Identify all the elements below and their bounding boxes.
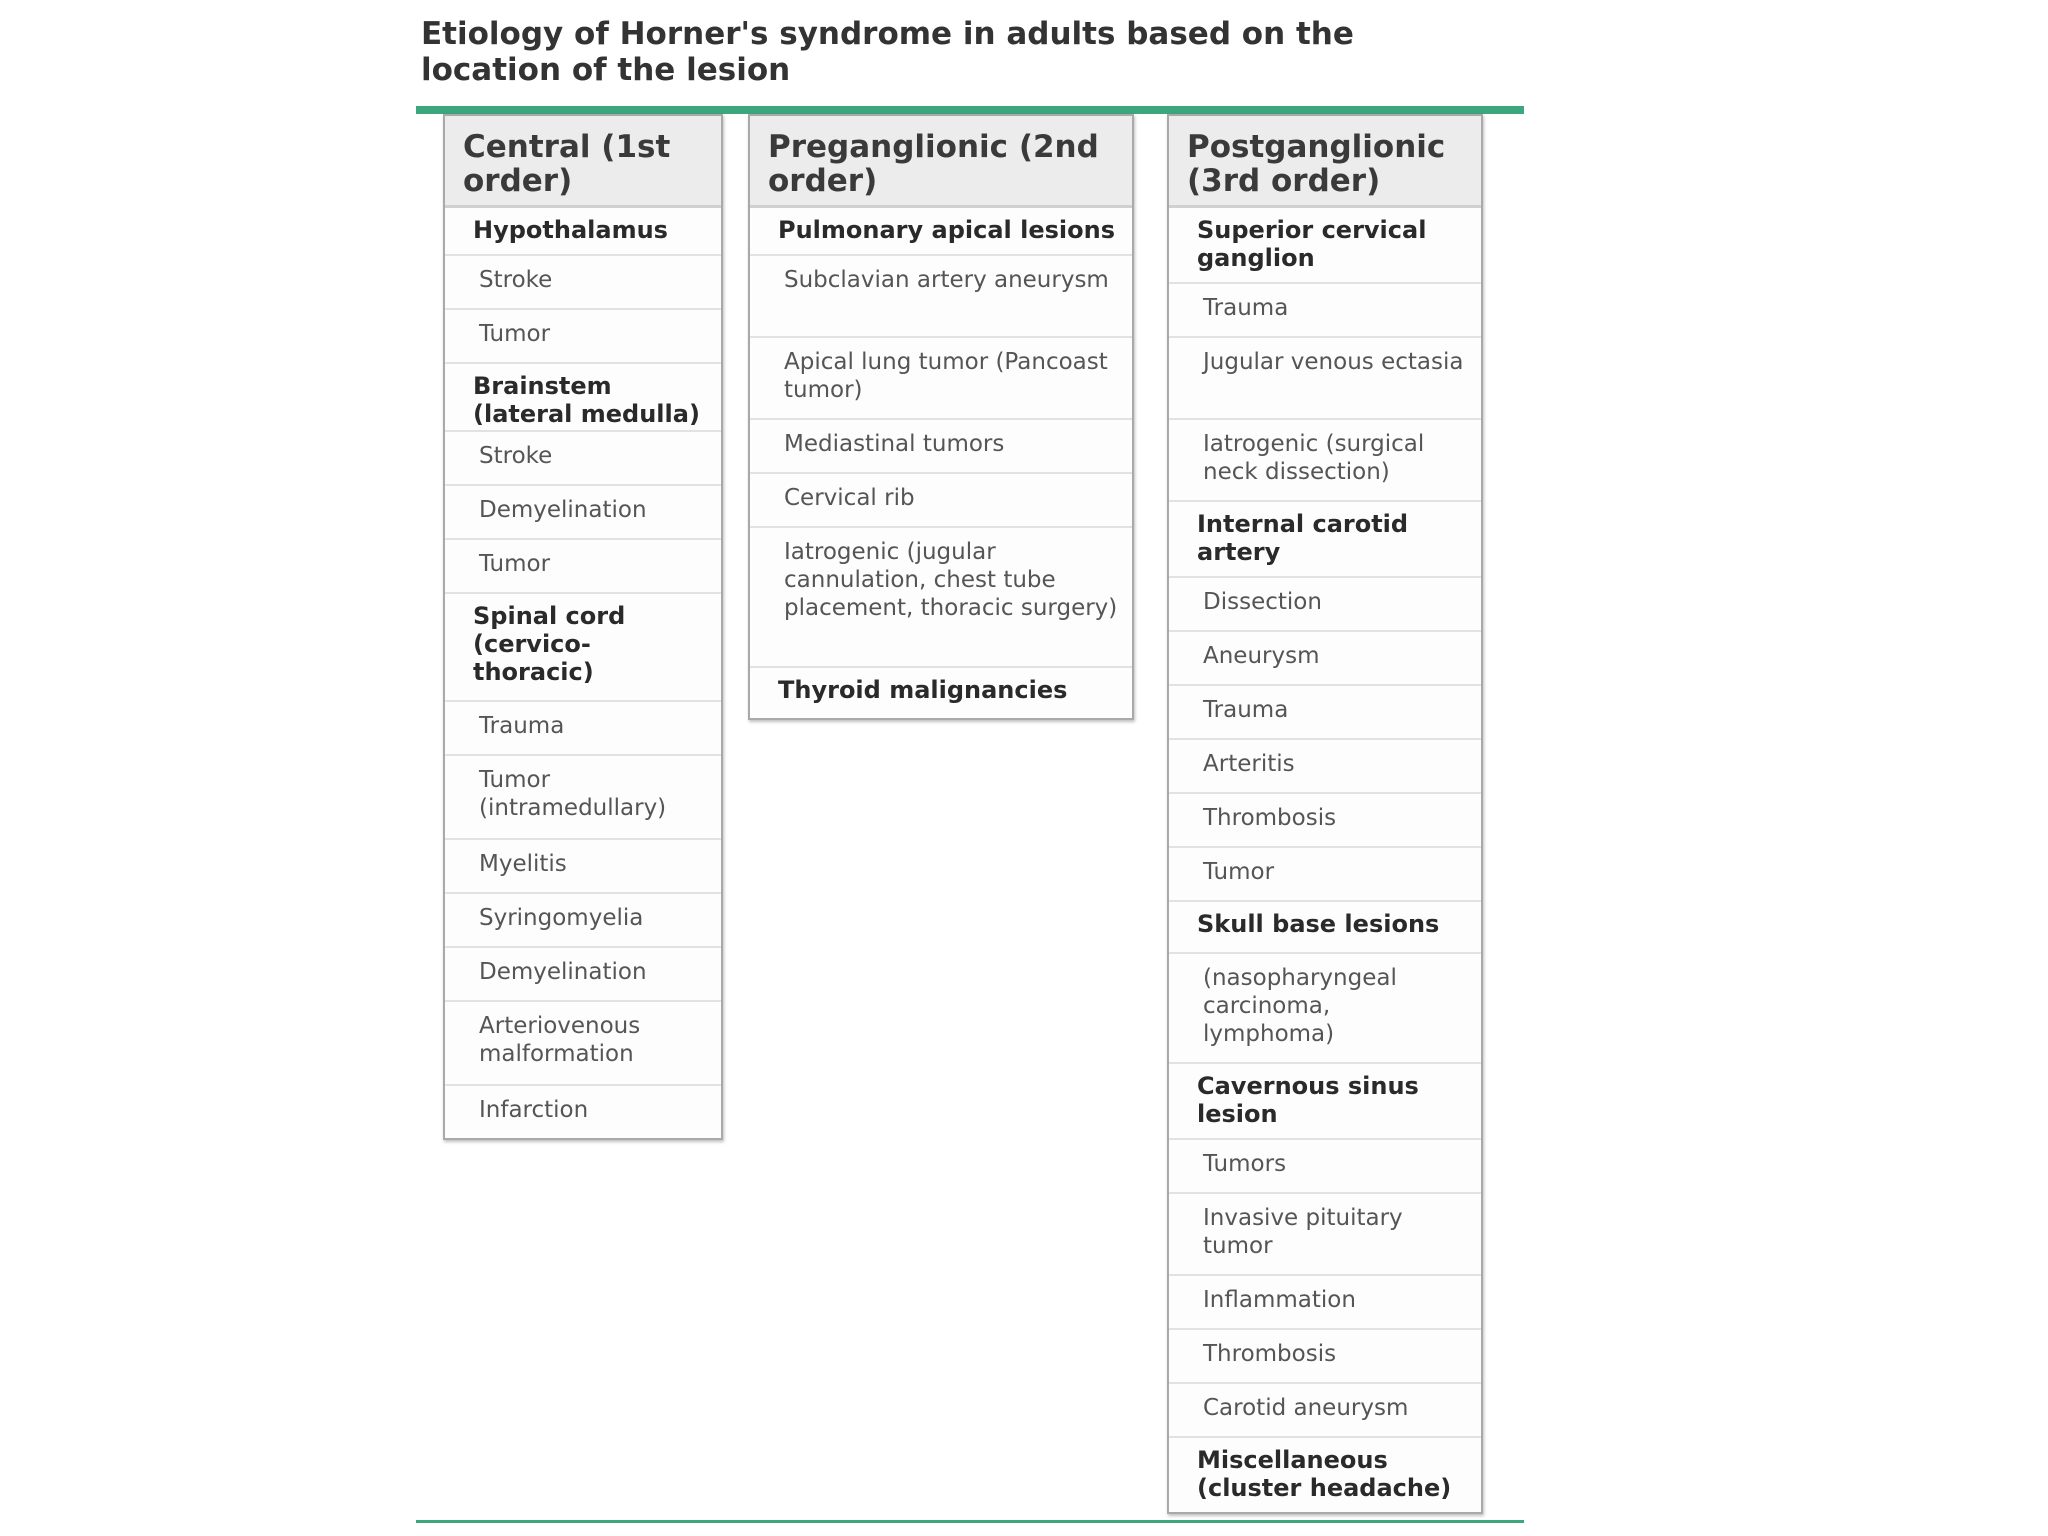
list-item-text: Arteritis — [1203, 751, 1295, 777]
section-heading-text: Superior cervical ganglion — [1197, 216, 1427, 272]
list-item-text: Dissection — [1203, 589, 1322, 615]
section-heading-miscellaneous-cluster-headache — [1169, 1438, 1481, 1512]
section-heading-skull-base-lesions — [1169, 902, 1481, 954]
section-heading-text: Cavernous sinus lesion — [1197, 1072, 1419, 1128]
list-item-trauma — [445, 702, 721, 756]
list-item-text: Invasive pituitary tumor — [1203, 1205, 1403, 1259]
list-item-demyelination — [445, 948, 721, 1002]
list-item-text: Syringomyelia — [479, 905, 644, 931]
list-item-arteriovenous-malformation — [445, 1002, 721, 1086]
section-heading-hypothalamus — [445, 208, 721, 256]
column-header: Postganglionic (3rd order) — [1169, 116, 1481, 208]
section-heading-text: Internal carotid artery — [1197, 510, 1409, 566]
list-item-invasive-pituitary-tumor — [1169, 1194, 1481, 1276]
list-item-thrombosis — [1169, 1330, 1481, 1384]
section-heading-text: Skull base lesions — [1197, 910, 1440, 938]
list-item-syringomyelia — [445, 894, 721, 948]
section-heading-text: Miscellaneous (cluster headache) — [1197, 1446, 1452, 1502]
list-item-trauma — [1169, 284, 1481, 338]
list-item-subclavian-artery-aneurysm — [750, 256, 1132, 338]
list-item-iatrogenic-surgical-neck-dissection — [1169, 420, 1481, 502]
list-item-text: Stroke — [479, 267, 553, 293]
list-item-text: Iatrogenic (jugular cannulation, chest tube placement, thoracic surgery) — [784, 539, 1118, 621]
section-heading-thyroid-malignancies — [750, 668, 1132, 718]
list-item-text: Myelitis — [479, 851, 567, 877]
list-item-text: Stroke — [479, 443, 553, 469]
list-item-text: Arteriovenous malformation — [479, 1013, 641, 1067]
list-item-trauma — [1169, 686, 1481, 740]
list-item-inflammation — [1169, 1276, 1481, 1330]
list-item-text: Jugular venous ectasia — [1203, 349, 1464, 375]
list-item-text: Infarction — [479, 1097, 589, 1123]
section-heading-text: Brainstem (lateral medulla) — [473, 372, 700, 428]
list-item-text: Carotid aneurysm — [1203, 1395, 1409, 1421]
list-item-text: Tumor — [479, 321, 551, 347]
list-item-text: Thrombosis — [1203, 1341, 1337, 1367]
section-heading-text: Thyroid malignancies — [778, 676, 1068, 704]
list-item-text: Inflammation — [1203, 1287, 1356, 1313]
column-header: Preganglionic (2nd order) — [750, 116, 1132, 208]
list-item-text: Aneurysm — [1203, 643, 1320, 669]
list-item-thrombosis — [1169, 794, 1481, 848]
list-item-demyelination — [445, 486, 721, 540]
list-item-text: Mediastinal tumors — [784, 431, 1005, 457]
list-item-tumor — [445, 310, 721, 364]
column-header: Central (1st order) — [445, 116, 721, 208]
list-item-text: Cervical rib — [784, 485, 915, 511]
list-item-apical-lung-tumor-pancoast-tumor — [750, 338, 1132, 420]
section-heading-internal-carotid-artery — [1169, 502, 1481, 578]
list-item-text: (nasopharyngeal carcinoma, lymphoma) — [1203, 965, 1397, 1047]
list-item-mediastinal-tumors — [750, 420, 1132, 474]
list-item-dissection — [1169, 578, 1481, 632]
section-heading-text: Hypothalamus — [473, 216, 668, 244]
list-item-text: Apical lung tumor (Pancoast tumor) — [784, 349, 1108, 403]
list-item-tumors — [1169, 1140, 1481, 1194]
section-heading-spinal-cord-cervico-thoracic — [445, 594, 721, 702]
list-item-text: Demyelination — [479, 959, 647, 985]
section-heading-superior-cervical-ganglion — [1169, 208, 1481, 284]
list-item-stroke — [445, 432, 721, 486]
list-item-text: Iatrogenic (surgical neck dissection) — [1203, 431, 1425, 485]
list-item-text: Trauma — [1203, 295, 1289, 321]
list-item-aneurysm — [1169, 632, 1481, 686]
list-item-text: Trauma — [1203, 697, 1289, 723]
figure-title: Etiology of Horner's syndrome in adults based on the location of the lesion — [421, 16, 1354, 88]
column-postganglionic — [1167, 114, 1483, 1514]
list-item-text: Tumor — [1203, 859, 1275, 885]
list-item-stroke — [445, 256, 721, 310]
list-item-arteritis — [1169, 740, 1481, 794]
list-item-text: Tumor — [479, 551, 551, 577]
section-heading-cavernous-sinus-lesion — [1169, 1064, 1481, 1140]
list-item-cervical-rib — [750, 474, 1132, 528]
list-item-carotid-aneurysm — [1169, 1384, 1481, 1438]
list-item-infarction — [445, 1086, 721, 1138]
list-item-myelitis — [445, 840, 721, 894]
list-item-tumor — [1169, 848, 1481, 902]
list-item-tumor-intramedullary — [445, 756, 721, 840]
section-heading-text: Spinal cord (cervico-thoracic) — [473, 602, 626, 686]
list-item-text: Trauma — [479, 713, 565, 739]
bottom-rule — [416, 1520, 1524, 1523]
column-preganglionic — [748, 114, 1134, 720]
list-item-text: Tumor (intramedullary) — [479, 767, 667, 821]
list-item-iatrogenic-jugular-cannulation-chest-tub — [750, 528, 1132, 668]
list-item-text: Thrombosis — [1203, 805, 1337, 831]
column-central — [443, 114, 723, 1140]
list-item-nasopharyngeal-carcinoma-lymphoma — [1169, 954, 1481, 1064]
section-heading-text: Pulmonary apical lesions — [778, 216, 1115, 244]
list-item-text: Tumors — [1203, 1151, 1287, 1177]
list-item-jugular-venous-ectasia — [1169, 338, 1481, 420]
list-item-text: Subclavian artery aneurysm — [784, 267, 1109, 293]
list-item-text: Demyelination — [479, 497, 647, 523]
top-rule — [416, 106, 1524, 114]
section-heading-brainstem-lateral-medulla — [445, 364, 721, 432]
section-heading-pulmonary-apical-lesions — [750, 208, 1132, 256]
list-item-tumor — [445, 540, 721, 594]
